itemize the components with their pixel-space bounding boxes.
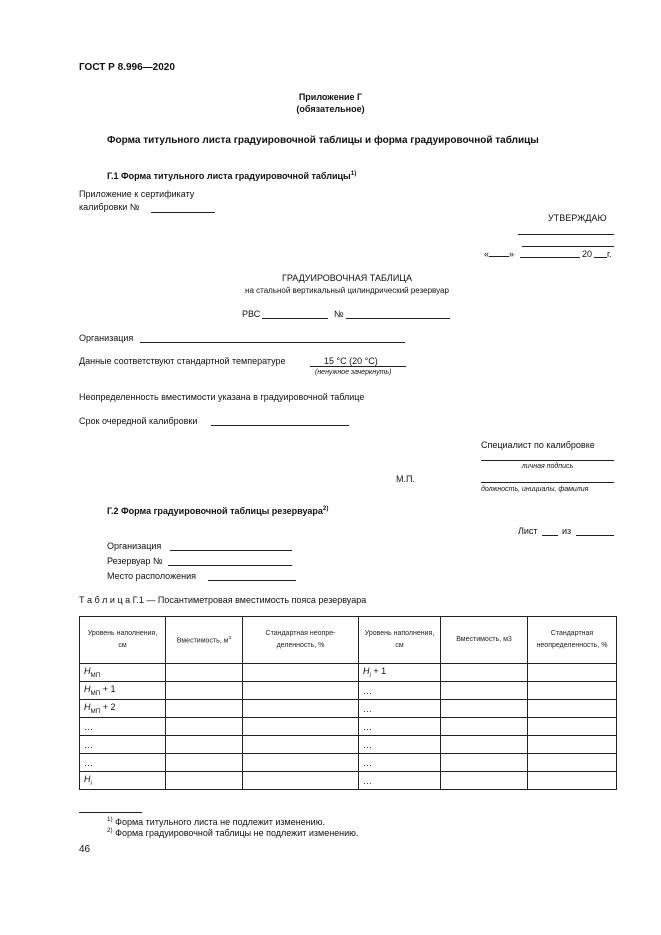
standard-header: ГОСТ Р 8.996—2020 [79,62,175,73]
h-symbol: H [84,774,91,785]
cell-level-2 [359,664,441,682]
cell-level-2: … [359,700,441,718]
next-cal-label: Срок очередной калибровки [79,416,198,426]
section2-heading [107,505,328,516]
table-row [80,754,617,772]
cell-level-2: … [359,772,441,790]
cert-line1: Приложение к сертификату [79,189,195,199]
h-tail: + 1 [370,666,387,677]
cell-level-2: … [359,718,441,736]
approve-line-1 [518,234,614,235]
footnote-2-mark: 2) [107,827,113,834]
cert-line2: калибровки № [79,202,140,212]
h-subscript: i [369,671,371,679]
table-row [80,772,617,790]
rvs-no-line [346,318,450,319]
s2-location-line [208,580,296,581]
appendix-status: (обязательное) [296,104,365,114]
table-header-row [80,617,617,664]
cell-level [80,772,166,790]
date-g: г. [607,249,612,259]
table-caption [79,595,366,605]
rvs-no: № [334,309,344,319]
th-uncertainty-2: Стандартная неопределенность, % [528,617,617,664]
position-caption: должность, инициалы, фамилия [481,486,589,493]
th-volume-1-text: Вместимость, м [176,637,229,645]
footnote-separator [79,812,142,813]
section1-heading-text: Г.1 Форма титульного листа градуировочной таблицы [107,171,351,181]
th-level-2: Уровень наполнения, см [359,617,441,664]
cell-level [80,700,166,718]
footnote-2-text: Форма градуировочной таблицы не подлежит изменению. [115,828,359,838]
h-subscript: МП [90,707,101,715]
h-symbol: H [84,702,91,713]
section2-heading-text: Г.2 Форма градуировочной таблицы резервуара [107,506,323,516]
signature-line [481,460,614,461]
cell-level: … [80,718,166,736]
doc-title: ГРАДУИРОВОЧНАЯ ТАБЛИЦА [282,273,412,283]
sheet-label: Лист [518,526,538,536]
uncertainty-text: Неопределенность вместимости указана в градуировочной таблице [79,392,365,402]
mp-label: М.П. [396,474,415,484]
table-row [80,736,617,754]
date-open: « [484,249,490,259]
date-month-line [520,257,580,258]
cell-level-2: … [359,736,441,754]
h-tail: + 2 [100,702,116,713]
th-uncertainty-1: Стандартная неопределенность, % [243,617,359,664]
table-row [80,664,617,682]
rvs-line [262,318,328,319]
date-day [484,249,514,259]
date-close: » [509,249,515,259]
h-tail: + 1 [100,684,116,695]
h-subscript: i [90,779,92,787]
signature-caption: личная подпись [521,463,574,470]
sheet-line [542,535,558,536]
footnote-1 [107,816,325,827]
footnote-1-mark: 1) [107,816,113,823]
cert-number-line [151,212,215,213]
th-volume-1-sup: 3 [228,635,232,641]
temp-line [310,366,406,367]
temp-note: (ненужное зачеркнуть) [315,369,392,376]
calibration-table [79,616,617,790]
cell-level [80,664,166,682]
next-cal-line [211,425,349,426]
sheet-of: из [562,526,572,536]
s2-location-label: Место расположения [107,571,196,581]
doc-subtitle: на стальной вертикальный цилиндрический резервуар [245,286,449,295]
footnote-1-text: Форма титульного листа не подлежит изменению. [115,817,325,827]
th-volume-2: Вместимость, м3 [441,617,528,664]
cell-level: … [80,736,166,754]
main-heading: Форма титульного листа градуировочной таблицы и форма градуировочной таблицы [107,135,539,146]
table-caption-prefix: Т а б л и ц а [79,595,131,605]
sheet-of-line [576,535,614,536]
temp-value: 15 °С (20 °С) [324,356,378,366]
h-symbol: H [84,684,91,695]
h-symbol: H [84,666,91,677]
h-subscript: МП [90,671,101,679]
s2-tank-label: Резервуар № [107,556,163,566]
s2-tank-line [168,565,292,566]
footnote-ref-2: 2) [322,505,329,512]
date-year: 20 [582,249,593,259]
h-subscript: МП [90,689,101,697]
h-symbol: H [363,666,370,677]
table-row [80,718,617,736]
footnote-ref-1: 1) [350,170,357,177]
footnote-2 [107,827,358,838]
page-number: 46 [79,844,91,855]
th-volume-1 [166,617,243,664]
section1-heading [107,170,356,181]
s2-org-label: Организация [107,541,162,551]
cell-level-2: … [359,682,441,700]
org-line [140,342,405,343]
approve-label: УТВЕРЖДАЮ [548,213,607,223]
date-year-line [594,257,607,258]
org-label: Организация [79,333,134,343]
cell-level-2: … [359,754,441,772]
approve-line-2 [522,246,614,247]
s2-org-line [170,550,292,551]
temp-label: Данные соответствуют стандартной температуре [79,356,286,366]
table-caption-text: Г.1 — Посантиметровая вместимость пояса резервуара [132,595,367,605]
table-row [80,700,617,718]
position-line [481,482,614,483]
table-row [80,682,617,700]
cell-level [80,682,166,700]
rvs-label: РВС [242,309,261,319]
appendix-title: Приложение Г [298,92,363,102]
specialist-label: Специалист по калибровке [481,440,595,450]
cell-level: … [80,754,166,772]
th-level-1: Уровень наполнения, см [80,617,166,664]
